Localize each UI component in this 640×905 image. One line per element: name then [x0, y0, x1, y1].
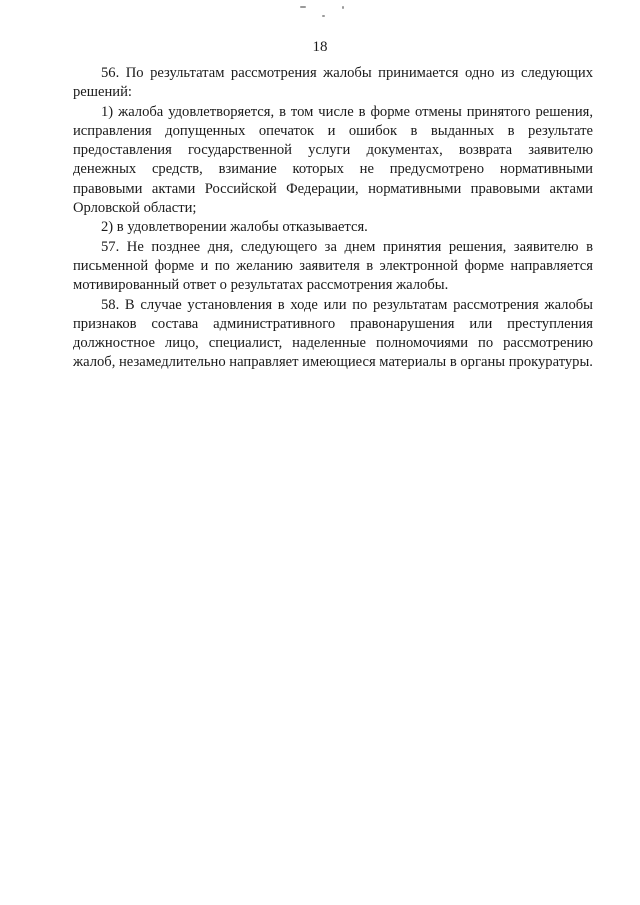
scan-artifact — [296, 4, 356, 18]
paragraph-56-item-2: 2) в удовлетворении жалобы отказывается. — [101, 219, 368, 236]
paragraph-56-item-1: 1) жалоба удовлетворяется, в том числе в форме отмены принятого решения, исправления допущенных опечаток и ошибок в выданных в результате предоставления государственной услуги документах, возврата заявителю денежных средств, взимание которых не предусмотрено нормативными правовыми актами Российской Федерации, нормативными правовыми актами Орловской области; — [73, 103, 593, 217]
page-number: 18 — [312, 39, 328, 55]
paragraph-58: 58. В случае установления в ходе или по результатам рассмотрения жалобы признаков состава административного правонарушения или преступления должностное лицо, специалист, наделенные полномочиями по рассмотрению жалоб, незамедлительно направляет имеющиеся материалы в органы прокуратуры. — [73, 296, 593, 371]
paragraph-57: 57. Не позднее дня, следующего за днем принятия решения, заявителю в письменной форме и по желанию заявителя в электронной форме направляется мотивированный ответ о результатах рассмотрения жалобы. — [73, 238, 593, 294]
paragraph-56: 56. По результатам рассмотрения жалобы принимается одно из следующих решений: — [73, 65, 593, 101]
document-body — [73, 64, 593, 373]
